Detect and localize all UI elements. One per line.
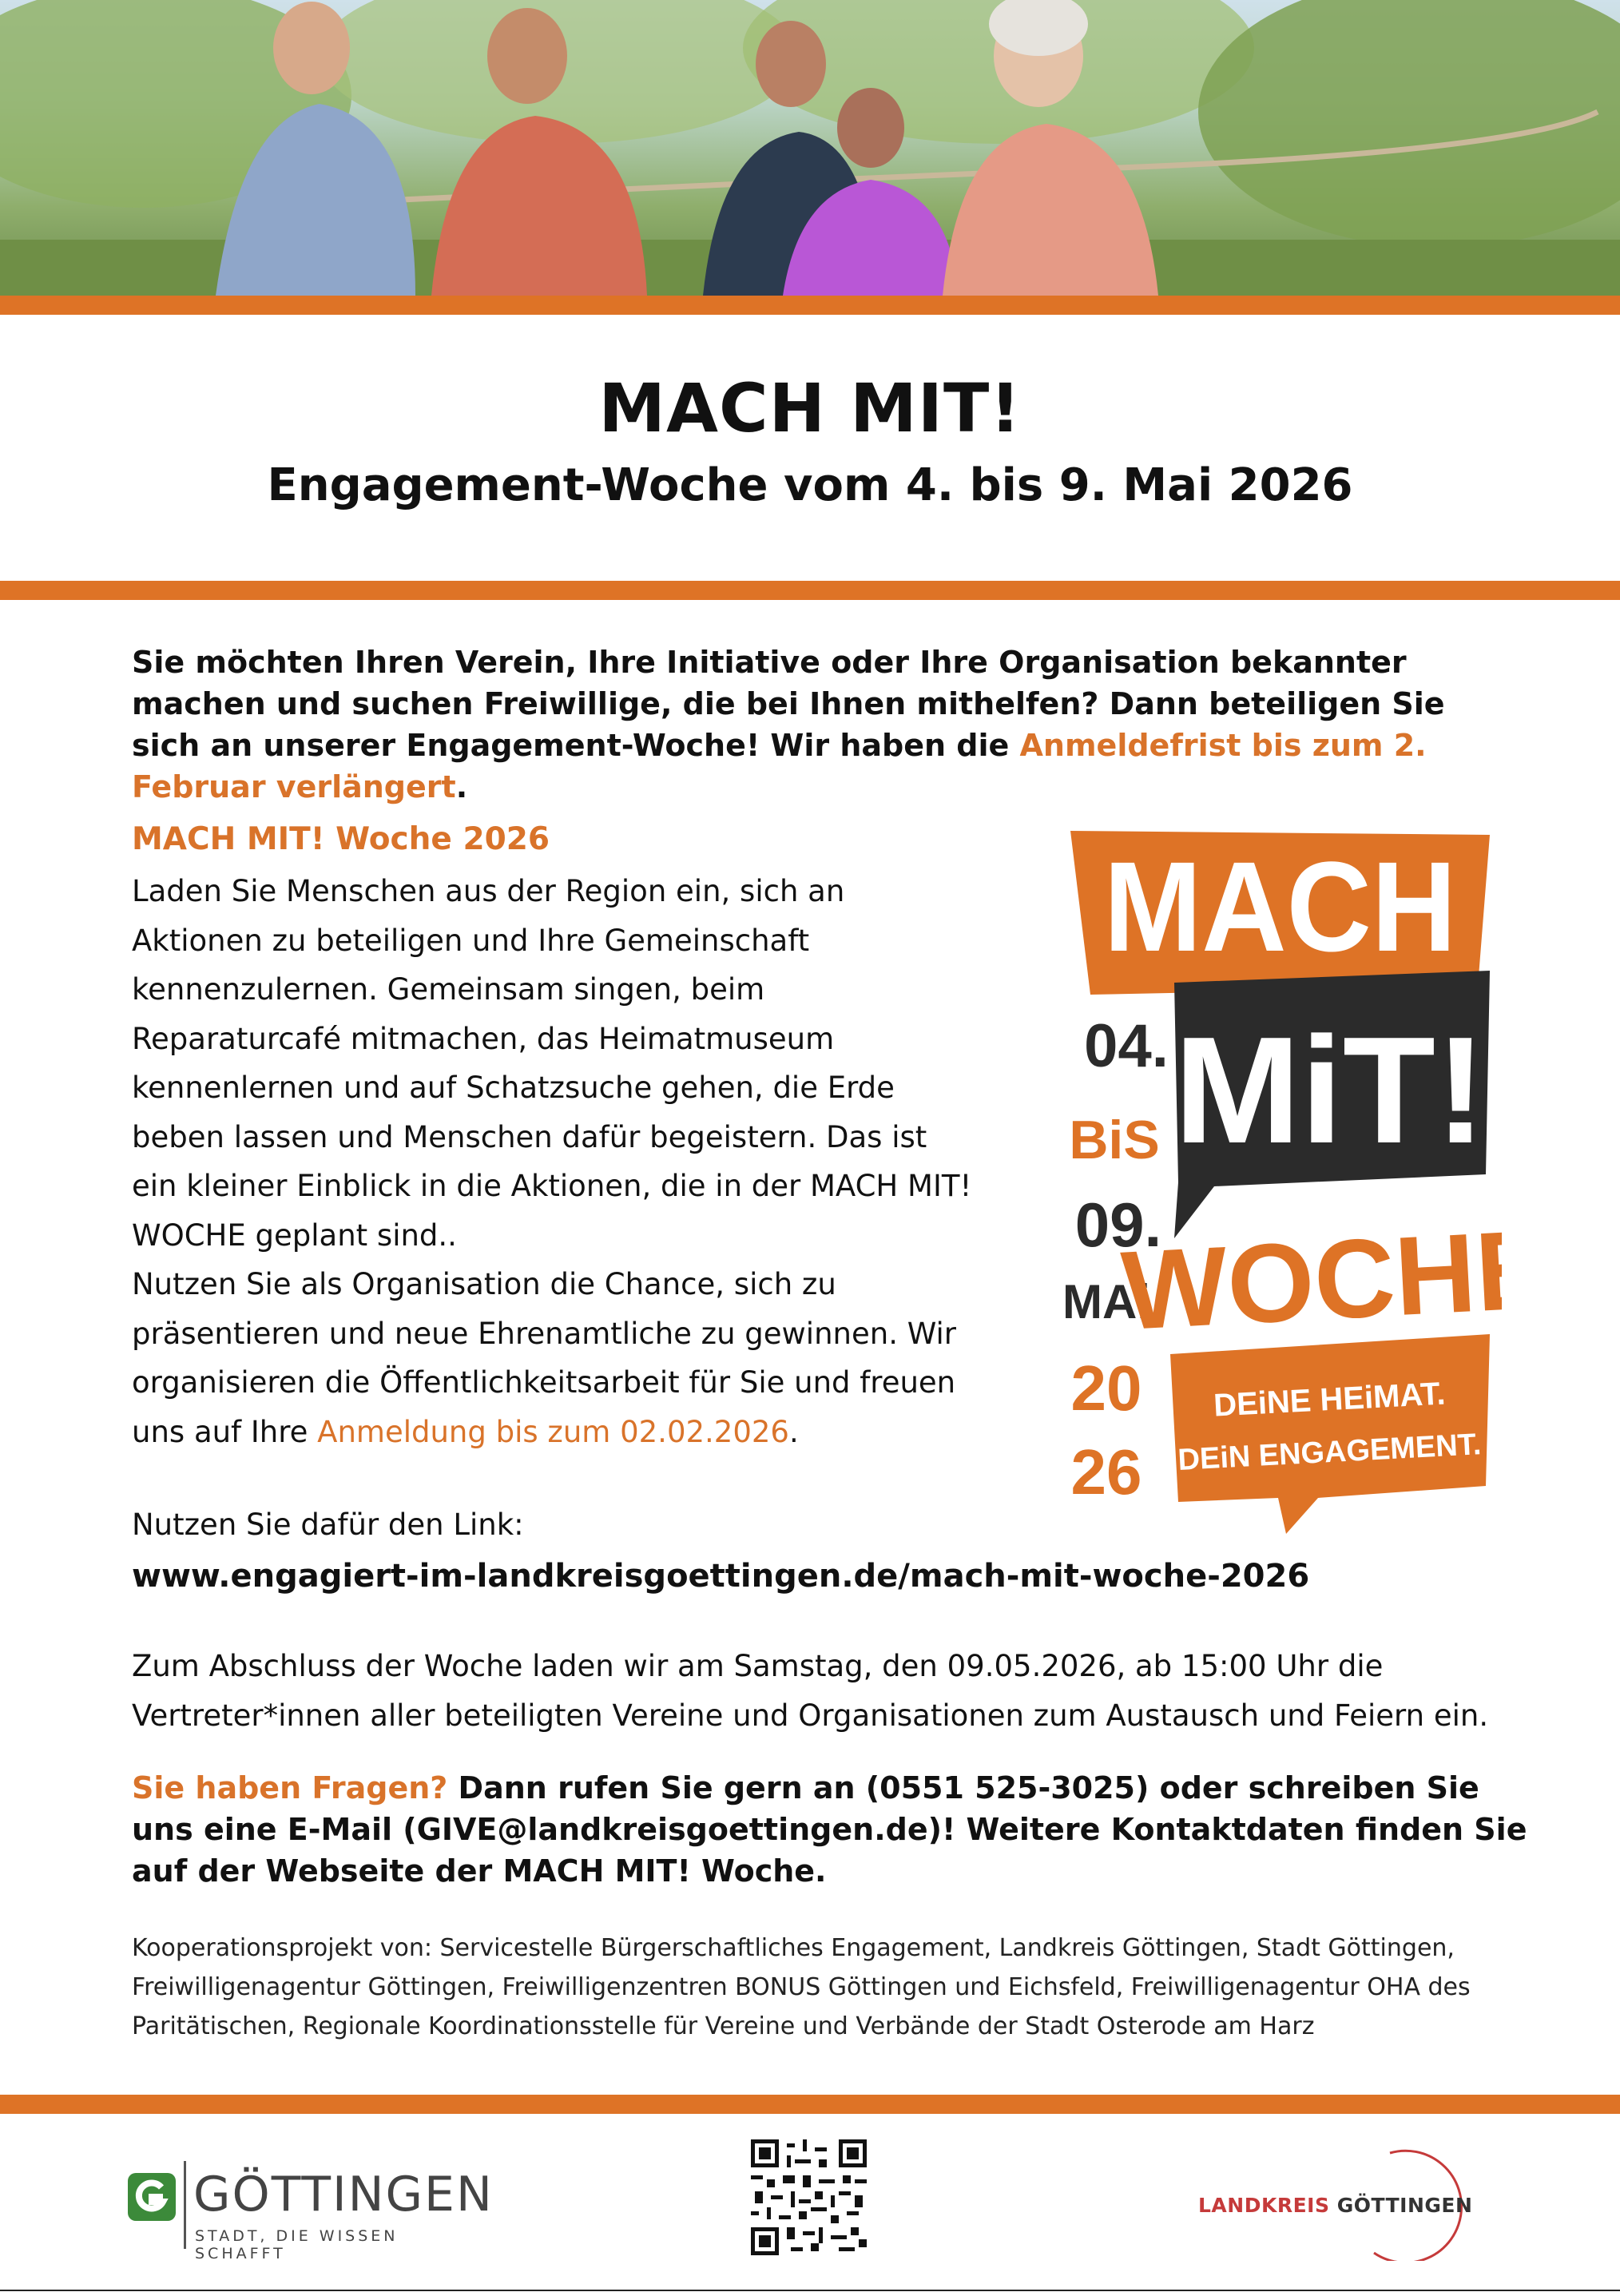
poster-woche-text: WOCHE [1118, 1206, 1502, 1354]
hero-photo [0, 0, 1620, 296]
questions-text: Dann rufen Sie gern an (0551 525-3025) oder schreiben Sie uns eine E-Mail (GIVE@landkreisgoettingen.de)! Weitere Kontaktdaten finden Sie auf der Webseite der MACH MIT! Woche. [132, 1770, 1527, 1889]
orange-band-top [0, 296, 1620, 315]
para2-end: . [788, 1414, 799, 1449]
deadline-highlight: Anmeldefrist bis zum 2. Februar verlängert [132, 728, 1427, 804]
mach-mit-woche-logo [1054, 823, 1502, 1542]
para2-text: Nutzen Sie als Organisation die Chance, sich zu präsentieren und neue Ehrenamtliche zu gewinnen. Wir organisieren die Öffentlichkeitsarbeit für Sie und freuen uns auf Ihre [132, 1267, 956, 1449]
stadt-goettingen-logo [128, 2157, 495, 2261]
poster-year-b: 26 [1070, 1436, 1142, 1507]
registration-highlight: Anmeldung bis zum 02.02.2026 [317, 1414, 789, 1449]
woche-paragraph-1: Laden Sie Menschen aus der Region ein, sich an Aktionen zu beteiligen und Ihre Gemeinschaft kennenzulernen. Gemeinsam singen, beim Reparaturcafé mitmachen, das Heimatmuseum kennenlernen und auf Schatzsuche gehen, die Erde beben lassen und Menschen dafür begeistern. Das ist ein kleiner Einblick in die Aktionen, die in der MACH MIT! WOCHE geplant sind.. [132, 874, 972, 1253]
poster-bis: BiS [1069, 1110, 1160, 1170]
page-title: MACH MIT! [598, 369, 1022, 447]
poster-mach-text: MACH [1103, 835, 1457, 979]
poster-year-a: 20 [1070, 1353, 1142, 1424]
orange-band-bottom [0, 2095, 1620, 2114]
closing-paragraph: Zum Abschluss der Woche laden wir am Samstag, den 09.05.2026, ab 15:00 Uhr die Vertreter*innen aller beteiligten Vereine und Organisationen zum Austausch und Feiern ein. [132, 1649, 1489, 1733]
contact-paragraph [132, 1767, 1538, 1892]
landkreis-name [1198, 2194, 1472, 2217]
woche-paragraph-2 [132, 1260, 979, 1456]
goettingen-name: GÖTTINGEN [193, 2167, 494, 2223]
qr-code-icon[interactable] [751, 2139, 867, 2255]
poster-slogan-2: DEiN ENGAGEMENT. [1177, 1428, 1483, 1477]
landkreis-goettingen-logo [1190, 2149, 1510, 2261]
logo-separator [184, 2161, 186, 2249]
poster-month: MAi [1062, 1275, 1150, 1329]
orange-band-mid [0, 581, 1620, 600]
bottom-rule [0, 2290, 1620, 2291]
poster-date-start: 04. [1084, 1012, 1169, 1080]
registration-link[interactable]: www.engagiert-im-landkreisgoettingen.de/mach-mit-woche-2026 [132, 1558, 1310, 1595]
intro-end: . [455, 769, 468, 804]
intro-text: Sie möchten Ihren Verein, Ihre Initiative oder Ihre Organisation bekannter machen und suchen Freiwillige, die bei Ihnen mithelfen? Dann beteiligen Sie sich an unserer Engagement-Woche! Wir haben die [132, 645, 1445, 763]
page-subtitle: Engagement-Woche vom 4. bis 9. Mai 2026 [267, 459, 1353, 511]
poster-date-end: 09. [1074, 1190, 1162, 1260]
poster-mit-text: MiT! [1173, 1006, 1487, 1175]
intro-paragraph [132, 642, 1506, 808]
landkreis-city: GÖTTINGEN [1336, 2194, 1473, 2217]
questions-highlight: Sie haben Fragen? [132, 1770, 448, 1805]
link-label: Nutzen Sie dafür den Link: [132, 1507, 524, 1542]
goettingen-g-logo-icon [128, 2173, 176, 2221]
landkreis-prefix: LANDKREIS [1198, 2194, 1330, 2217]
goettingen-tagline: STADT, DIE WISSEN SCHAFFT [195, 2227, 399, 2262]
poster-slogan-1: DEiNE HEiMAT. [1213, 1376, 1447, 1424]
section-heading-woche: MACH MIT! Woche 2026 [132, 821, 550, 857]
cooperation-note: Kooperationsprojekt von: Servicestelle Bürgerschaftliches Engagement, Landkreis Göttingen, Stadt Göttingen, Freiwilligenagentur Göttingen, Freiwilligenzentren BONUS Göttingen und Eichsfeld, Freiwilligenagentur OHA des Paritätischen, Regionale Koordinationsstelle für Vereine und Verbände der Stadt Osterode am Harz [132, 1934, 1471, 2040]
